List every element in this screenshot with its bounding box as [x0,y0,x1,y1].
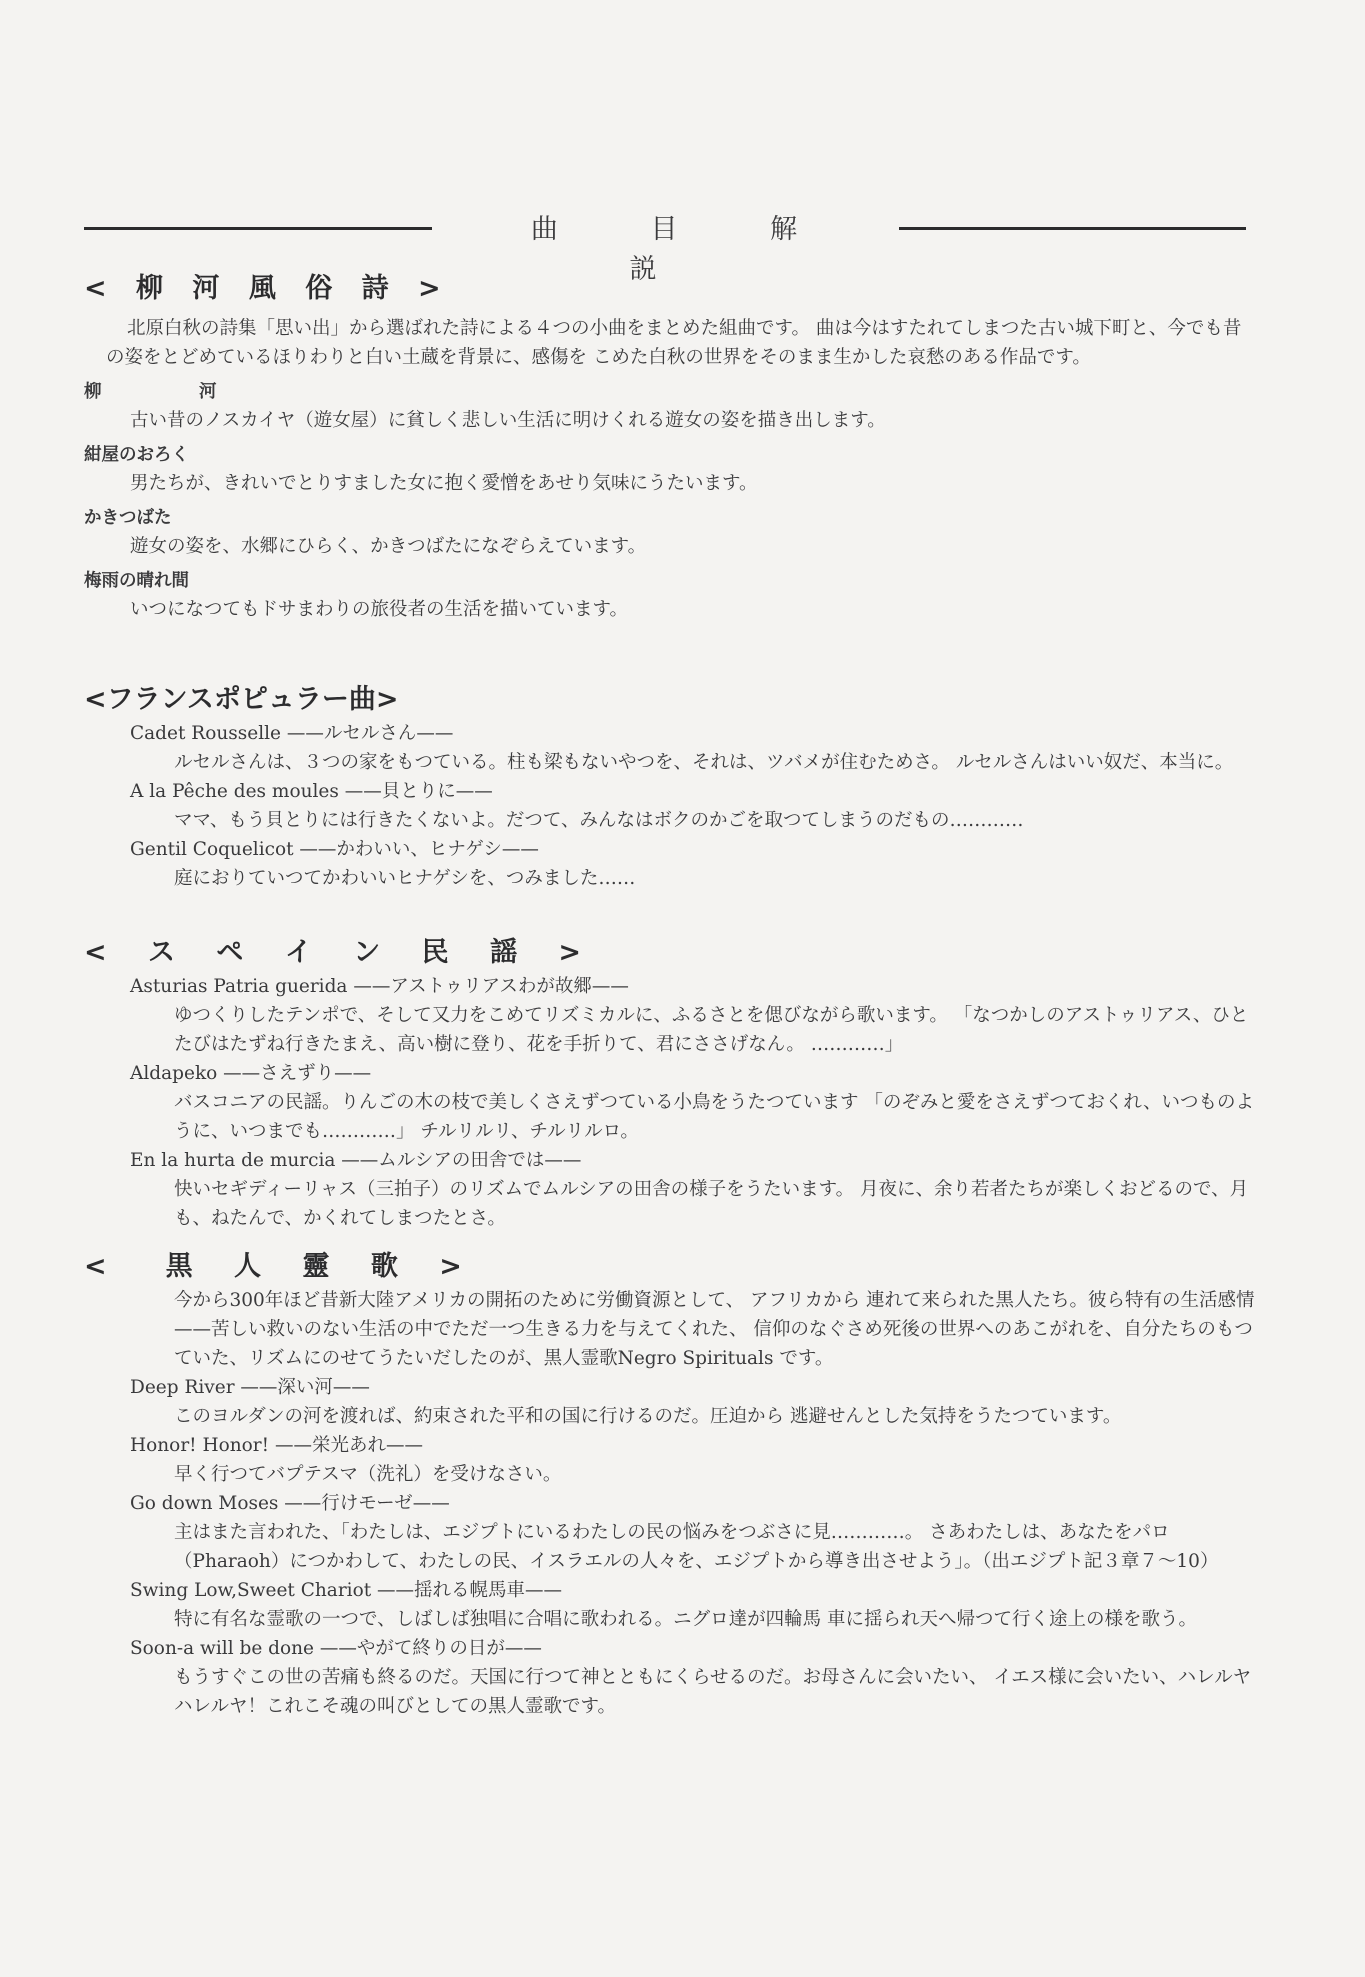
item-title: 梅雨の晴れ間 [84,571,189,591]
section-heading: < 黒 人 靈 歌 > [84,1251,478,1282]
song-title: Cadet Rousselle ——ルセルさん—— [130,723,454,744]
page-title: 曲 目 解 説 [530,214,840,285]
song-title: Honor! Honor! ——栄光あれ—— [130,1435,423,1456]
song-desc: もうすぐこの世の苦痛も終るのだ。天国に行つて神とともにくらせるのだ。お母さんに会いたい、 イエス様に会いたい、ハレルヤハレルヤ！これこそ魂の叫びとしての黒人霊歌です。 [174,1667,1252,1717]
section-yanagawa [84,270,1255,624]
item-desc: 古い昔のノスカイヤ（遊女屋）に貧しく悲しい生活に明けくれる遊女の姿を描き出します。 [130,410,886,431]
song-desc: 庭におりていつてかわいいヒナゲシを、つみました…… [174,868,636,889]
item-desc: 遊女の姿を、水郷にひらく、かきつばたになぞらえています。 [130,536,647,557]
section-france [84,681,1255,893]
section-spain [84,934,1255,1233]
section-intro: 北原白秋の詩集「思い出」から選ばれた詩による４つの小曲をまとめた組曲です。 曲は今はすたれてしまつた古い城下町と、今でも昔の姿をとどめているほりわりと白い土蔵を背景に、感傷を こめた白秋の世界をそのまま生かした哀愁のある作品です。 [106,318,1242,368]
song-title: Asturias Patria guerida ——アストゥリアスわが故郷—— [130,976,629,997]
song-desc: 主はまた言われた、「わたしは、エジプトにいるわたしの民の悩みをつぶさに見…………。 さあわたしは、あなたをパロ（Pharaoh）につかわして、わたしの民、イスラエルの人々を、エジプトから導き出させよう」。（出エジプト記３章７〜10） [174,1522,1219,1572]
title-row [84,210,1246,285]
item-title: かきつばた [84,508,172,528]
song-title: En la hurta de murcia ——ムルシアの田舎では—— [130,1150,582,1171]
song-desc: ママ、もう貝とりには行きたくないよ。だつて、みんなはボクのかごを取つてしまうのだもの………… [174,810,1024,831]
song-title: Soon-a will be done ——やがて終りの日が—— [130,1638,542,1659]
song-desc: ルセルさんは、３つの家をもつている。柱も梁もないやつを、それは、ツバメが住むためさ。 ルセルさんはいい奴だ、本当に。 [174,752,1234,773]
title-rule-right [899,227,1246,230]
title-rule-left [84,227,432,230]
song-desc: 早く行つてバプテスマ（洗礼）を受けなさい。 [174,1464,562,1485]
section-heading: < ス ペ イ ン 民 謡 > [84,937,598,968]
section-heading: < 柳 河 風 俗 詩 > [84,273,451,304]
song-title: Go down Moses ——行けモーゼ—— [130,1493,450,1514]
item-title: 紺屋のおろく [84,445,189,465]
item-desc: いつになつてもドサまわりの旅役者の生活を描いています。 [130,599,629,620]
song-desc: ゆつくりしたテンポで、そして又力をこめてリズミカルに、ふるさとを偲びながら歌います。 「なつかしのアストゥリアス、ひとたびはたずね行きたまえ、高い樹に登り、花を手折りて、君にささげなん。 …………」 [174,1005,1249,1055]
section-heading: <フランスポピュラー曲> [84,684,399,715]
section-spirituals [84,1248,1255,1721]
song-title: A la Pêche des moules ——貝とりに—— [130,781,493,802]
song-title: Deep River ——深い河—— [130,1377,370,1398]
item-desc: 男たちが、きれいでとりすました女に抱く愛憎をあせり気味にうたいます。 [130,473,758,494]
song-title: Swing Low,Sweet Chariot ——揺れる幌馬車—— [130,1580,563,1601]
song-desc: バスコニアの民謡。りんごの木の枝で美しくさえずつている小鳥をうたつています 「のぞみと愛をさえずつておくれ、いつものように、いつまでも…………」 チルリルリ、チルリルロ。 [174,1092,1254,1142]
song-title: Gentil Coquelicot ——かわいい、ヒナゲシ—— [130,839,539,860]
section-intro: 今から300年ほど昔新大陸アメリカの開拓のために労働資源として、 アフリカから 連れて来られた黒人たち。彼ら特有の生活感情——苦しい救いのない生活の中でただ一つ生きる力を与えてくれた、 信仰のなぐさめ死後の世界へのあこがれを、自分たちのもつていた、リズムにのせてうたいだしたのが、黒人霊歌Negro Spirituals です。 [174,1290,1255,1369]
song-desc: このヨルダンの河を渡れば、約束された平和の国に行けるのだ。圧迫から 逃避せんとした気持をうたつています。 [174,1406,1122,1427]
song-desc: 特に有名な霊歌の一つで、しばしば独唱に合唱に歌われる。ニグロ達が四輪馬 車に揺られ天へ帰つて行く途上の様を歌う。 [174,1609,1198,1630]
song-desc: 快いセギディーリャス（三拍子）のリズムでムルシアの田舎の様子をうたいます。 月夜に、余り若者たちが楽しくおどるので、月も、ねたんで、かくれてしまつたとさ。 [174,1179,1249,1229]
item-title: 柳 河 [84,382,257,402]
song-title: Aldapeko ——さえずり—— [130,1063,372,1084]
